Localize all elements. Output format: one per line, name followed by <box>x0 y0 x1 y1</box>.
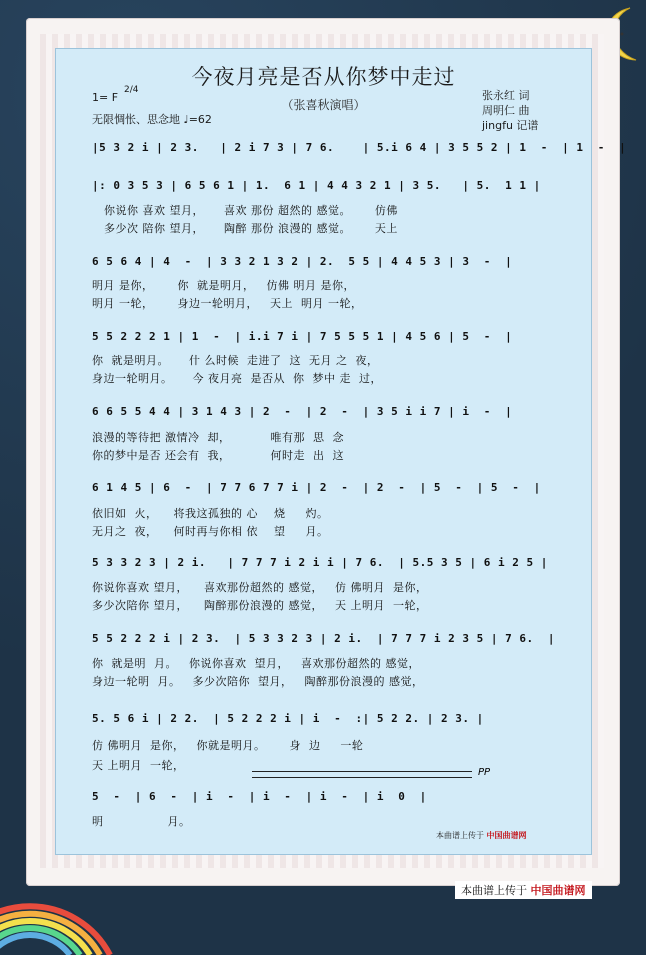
lyric-line: 明月 是你， 你 就是明月， 仿佛 明月 是你， <box>92 279 355 292</box>
crescendo-line <box>252 771 472 772</box>
lyric-line: 明月 一轮， 身边一轮明月， 天上 明月 一轮， <box>92 297 363 310</box>
footer-credit <box>455 881 592 899</box>
lyric-line: 你 就是明 月。 你说你喜欢 望月， 喜欢那份超然的 感觉， <box>92 657 420 670</box>
score-notes-row: 5 5 2 2 2 1 | 1 - | i.i 7 i | 7 5 5 5 1 | 4 5 6 | 5 - | <box>92 330 513 343</box>
crescendo-line <box>252 777 472 778</box>
lyric-line: 天 上明月 一轮， <box>92 759 185 772</box>
dynamic-marking: PP <box>478 767 491 778</box>
lyric-line: 多少次 陪你 望月， 陶醉 那份 浪漫的 感觉。 天上 <box>92 222 398 235</box>
score-notes-row: 5 5 2 2 2 i | 2 3. | 5 3 3 2 3 | 2 i. | 7 7 7 i 2 3 5 | 7 6. | <box>92 632 555 645</box>
lyric-line: 身边一轮明月。 今 夜月亮 是否从 你 梦中 走 过， <box>92 372 382 385</box>
upload-watermark <box>436 830 527 841</box>
lyric-line: 仿 佛明月 是你， 你就是明月。 身 边 一轮 <box>92 739 364 752</box>
lyricist-credit: 张永红 词 <box>482 89 530 102</box>
lyric-line: 身边一轮明 月。 多少次陪你 望月， 陶醉那份浪漫的 感觉， <box>92 675 424 688</box>
score-notes-row: 6 6 5 5 4 4 | 3 1 4 3 | 2 - | 2 - | 3 5 i i 7 | i - | <box>92 405 513 418</box>
composer-credit: 周明仁 曲 <box>482 104 530 117</box>
score-notes-row: 5 3 3 2 3 | 2 i. | 7 7 7 i 2 i i | 7 6. | 5.5 3 5 | 6 i 2 5 | <box>92 556 548 569</box>
transcriber-credit: jingfu 记谱 <box>482 119 539 132</box>
watermark-brand: 中国曲谱网 <box>486 831 527 840</box>
lyric-line: 浪漫的等待把 激情冷 却， 唯有那 思 念 <box>92 431 344 444</box>
lyric-line: 多少次陪你 望月， 陶醉那份浪漫的 感觉， 天 上明月 一轮， <box>92 599 428 612</box>
score-notes-row: |: 0 3 5 3 | 6 5 6 1 | 1. 6 1 | 4 4 3 2 1 | 3 5. | 5. 1 1 | <box>92 179 541 192</box>
lyric-line: 依旧如 火， 将我这孤独的 心 烧 灼。 <box>92 507 329 520</box>
lyric-line: 你的梦中是否 还会有 我， 何时走 出 这 <box>92 449 344 462</box>
tempo-marking: ♩=62 <box>183 113 212 126</box>
watermark-text: 本曲谱上传于 <box>436 831 484 840</box>
footer-prefix: 本曲谱上传于 <box>461 884 527 897</box>
lyric-line: 你 就是明月。 什 么时候 走进了 这 无月 之 夜， <box>92 354 379 367</box>
expression-marking <box>92 111 212 127</box>
score-notes-row: |5 3 2 i | 2 3. | 2 i 7 3 | 7 6. | 5.i 6 4 | 3 5 5 2 | 1 - | 1 - | <box>92 141 627 154</box>
lyric-line: 你说你 喜欢 望月， 喜欢 那份 超然的 感觉。 仿佛 <box>92 204 398 217</box>
key-signature: 1= F <box>92 91 119 104</box>
score-notes-row: 6 1 4 5 | 6 - | 7 7 6 7 7 i | 2 - | 2 - | 5 - | 5 - | <box>92 481 541 494</box>
score-notes-row: 5. 5 6 i | 2 2. | 5 2 2 2 i | i - :| 5 2 2. | 2 3. | <box>92 712 484 725</box>
expression-text: 无限惆怅、思念地 <box>92 113 180 126</box>
score-subtitle: （张喜秋演唱） <box>281 98 366 112</box>
lyric-line: 无月之 夜， 何时再与你相 依 望 月。 <box>92 525 329 538</box>
score-notes-row: 5 - | 6 - | i - | i - | i - | i 0 | <box>92 790 427 803</box>
score-sheet <box>55 48 627 855</box>
lyric-line: 明 月。 <box>92 815 191 828</box>
lyric-line: 你说你喜欢 望月， 喜欢那份超然的 感觉， 仿 佛明月 是你， <box>92 581 428 594</box>
score-notes-row: 6 5 6 4 | 4 - | 3 3 2 1 3 2 | 2. 5 5 | 4 4 5 3 | 3 - | <box>92 255 513 268</box>
score-title: 今夜月亮是否从你梦中走过 <box>191 65 456 89</box>
footer-brand-link[interactable]: 中国曲谱网 <box>530 884 586 897</box>
time-signature: 2/4 <box>124 85 139 95</box>
